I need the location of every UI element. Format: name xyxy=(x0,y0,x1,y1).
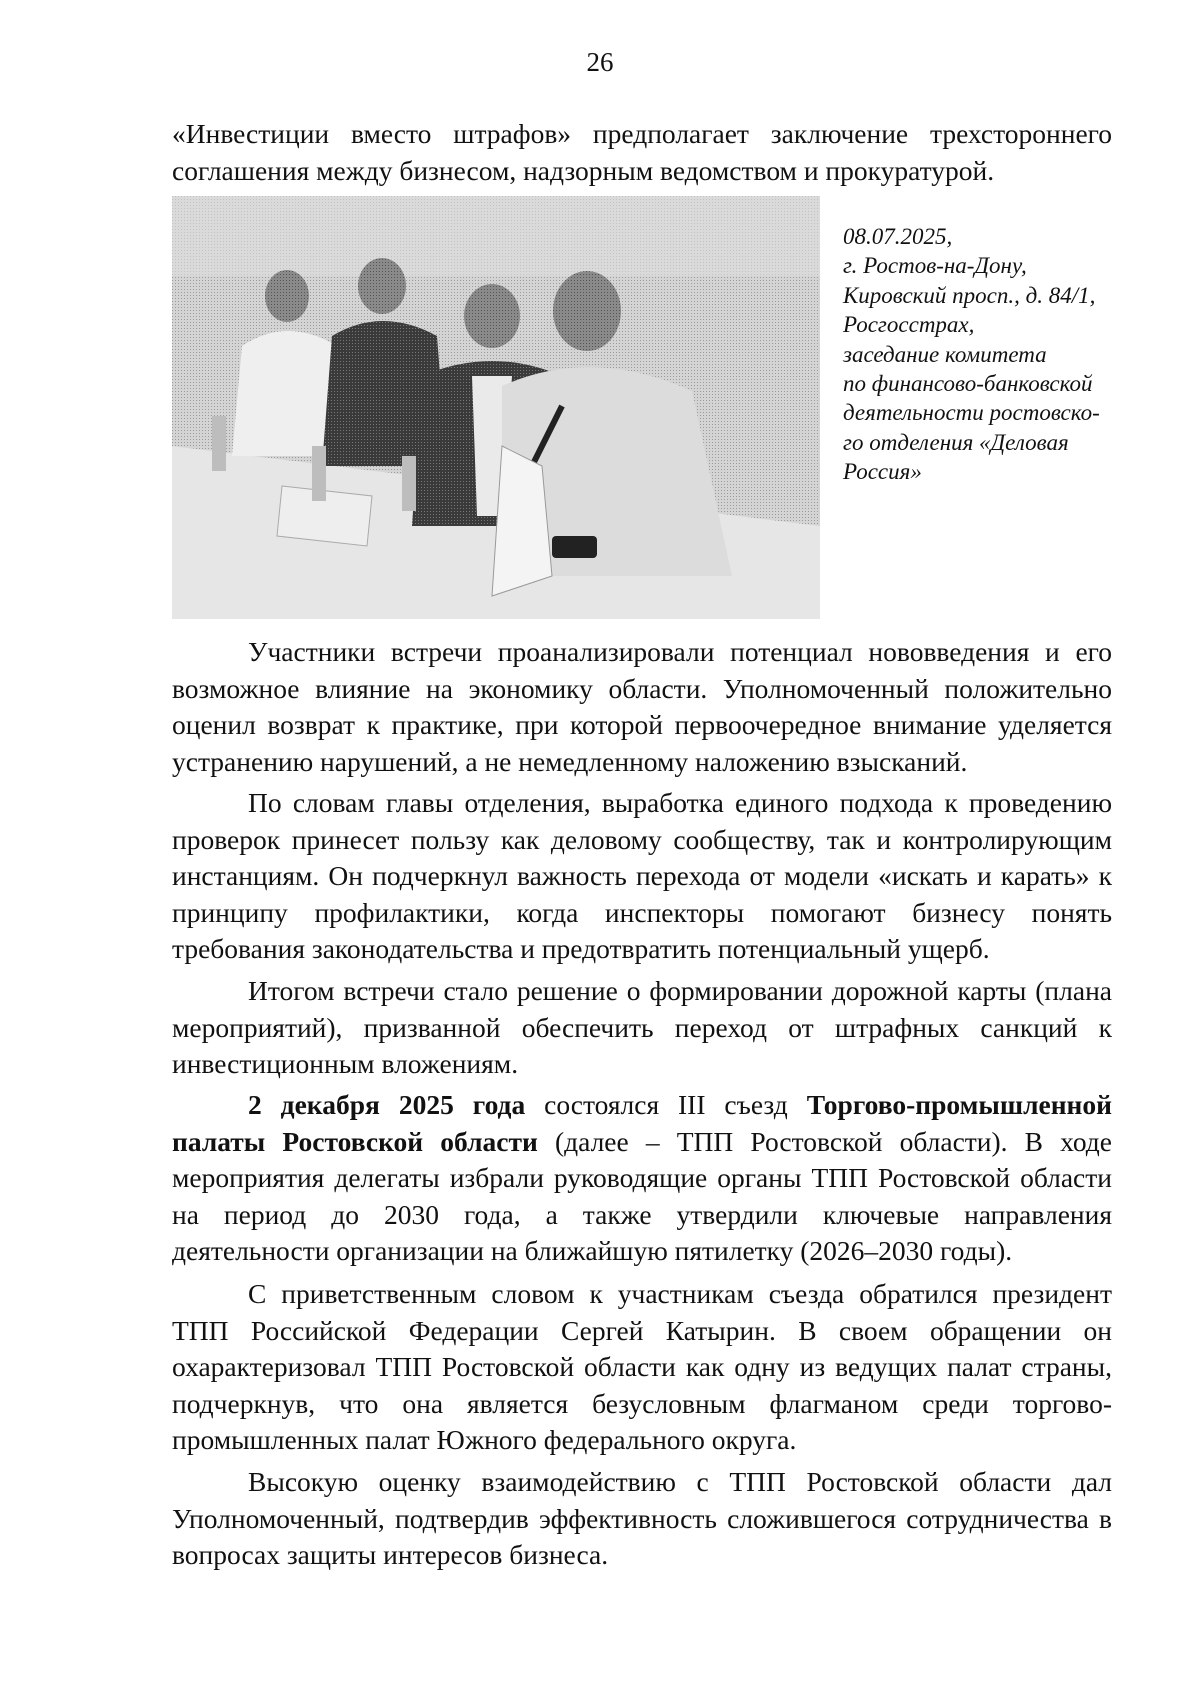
caption-line: Росгосстрах, xyxy=(843,312,975,338)
event-date: 2 декабря 2025 года xyxy=(248,1089,526,1120)
paragraph-text: состоялся III съезд xyxy=(525,1089,807,1120)
caption-line: го отделения «Деловая xyxy=(843,429,1069,455)
paragraph-text: (далее – ТПП Ростовской области). В ходе мероприятия делегаты избрали руководящие органы ТПП Ростовской области на период до 2030 года, а также утвердили ключевые направления деятельности организации на ближайшую пятилетку (2026–2030 годы). xyxy=(172,1125,1112,1267)
photo-caption xyxy=(843,222,1118,487)
body-paragraph: Участники встречи проанализировали потенциал нововведения и его возможное влияние на экономику области. Уполномоченный положительно оценил возврат к практике, при которой первоочередное внимание уделяется устранению нарушений, а не немедленному наложению взысканий. xyxy=(172,636,1112,777)
phone xyxy=(552,536,597,558)
caption-line: деятельности ростовско- xyxy=(843,400,1100,426)
body-paragraph: Высокую оценку взаимодействию с ТПП Ростовской области дал Уполномоченный, подтвердив эффективность сложившегося сотрудничества в вопросах защиты интересов бизнеса. xyxy=(172,1466,1112,1571)
caption-line: г. Ростов-на-Дону, xyxy=(843,253,1027,279)
body-paragraph: Итогом встречи стало решение о формировании дорожной карты (плана мероприятий), призванной обеспечить переход от штрафных санкций к инвестиционным вложениям. xyxy=(172,975,1112,1080)
caption-line: по финансово-банковской xyxy=(843,371,1093,397)
body-paragraph: По словам главы отделения, выработка единого подхода к проведению проверок принесет пользу как деловому сообществу, так и контролирующим инстанциям. Он подчеркнул важность перехода от модели «искать и карать» к принципу профилактики, когда инспекторы помогают бизнесу понять требования законодательства и предотвратить потенциальный ущерб. xyxy=(172,787,1112,965)
page-number: 26 xyxy=(586,47,614,77)
caption-line: Кировский просп., д. 84/1, xyxy=(843,282,1096,308)
caption-line: заседание комитета xyxy=(843,341,1047,367)
intro-paragraph: «Инвестиции вместо штрафов» предполагает заключение трехстороннего соглашения между бизнесом, надзорным ведомством и прокуратурой. xyxy=(172,118,1112,186)
caption-line: Россия» xyxy=(843,459,922,485)
meeting-photo xyxy=(172,196,820,619)
body-paragraph xyxy=(172,1087,1112,1270)
caption-line: 08.07.2025, xyxy=(843,224,953,249)
organization-name: Торгово-промышленной палаты Ростовской области xyxy=(172,1089,1112,1157)
body-paragraph: С приветственным словом к участникам съезда обратился президент ТПП Российской Федерации Сергей Катырин. В своем обращении он охарактеризовал ТПП Ростовской области как одну из ведущих палат страны, подчеркнув, что она является безусловным флагманом среди торгово-промышленных палат Южного федерального округа. xyxy=(172,1278,1112,1456)
